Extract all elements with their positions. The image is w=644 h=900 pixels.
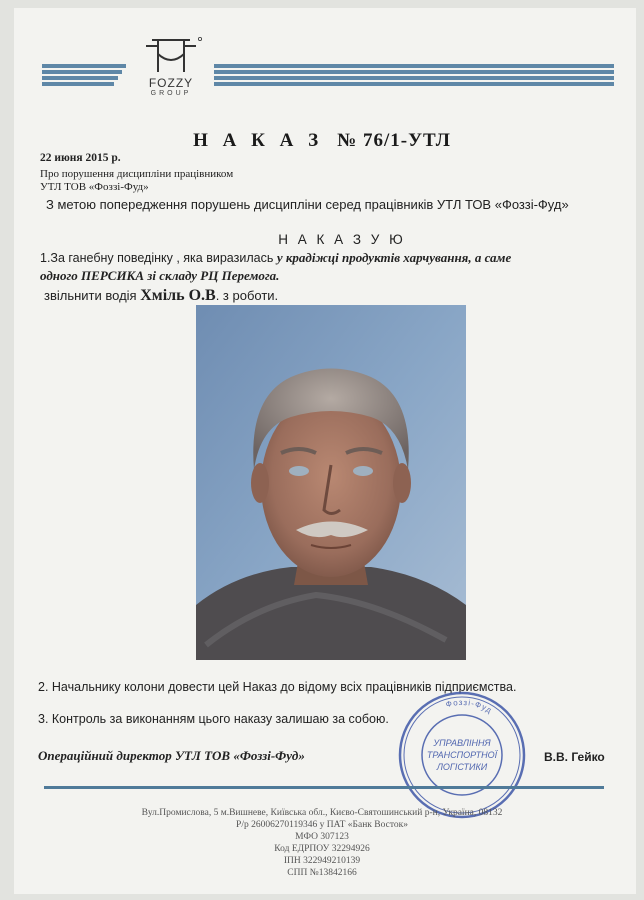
fozzy-logo-icon xyxy=(128,36,214,78)
fozzy-logo xyxy=(128,36,214,102)
document-title xyxy=(0,130,644,152)
paragraph-3: 3. Контроль за виконанням цього наказу залишаю за собою. xyxy=(38,712,389,726)
employee-photo xyxy=(196,305,466,660)
employee-name: Хміль О.В xyxy=(140,287,216,304)
title-word: Н А К А З xyxy=(193,130,324,151)
paragraph-1-line-3 xyxy=(44,287,278,305)
footer-address: Вул.Промислова, 5 м.Вишневе, Київська обл., Києво-Святошинський р-н, Україна, 08132 xyxy=(141,808,503,818)
paragraph-2: 2. Начальнику колони довести цей Наказ до відому всіх працівників підприємства. xyxy=(38,680,517,694)
subject-line-2: УТЛ ТОВ «Фоззі-Фуд» xyxy=(40,181,149,193)
paragraph-1-line-1 xyxy=(40,250,511,266)
signatory-position: Операційний директор УТЛ ТОВ «Фоззі-Фуд» xyxy=(38,748,305,763)
official-stamp xyxy=(395,688,529,822)
order-date: 22 июня 2015 р. xyxy=(40,152,121,164)
footer-account: Р/р 26006270119346 у ПАТ «Банк Восток» xyxy=(236,820,408,830)
footer-ipn: ІПН 322949210139 xyxy=(283,856,361,866)
p1-dismiss-pre: звільнити водія xyxy=(44,288,137,303)
paragraph-1-line-2: одного ПЕРСИКА зі складу РЦ Перемога. xyxy=(40,268,280,283)
stamp-text-3: ЛОГІСТИКИ xyxy=(436,762,488,772)
stamp-ring-text: Фоззі-Фуд xyxy=(444,697,494,716)
logo-brand-text: FOZZY xyxy=(148,76,194,90)
purpose-paragraph: З метою попередження порушень дисципліни серед працівників УТЛ ТОВ «Фоззі-Фуд» xyxy=(46,197,569,212)
footer-mfo: МФО 307123 xyxy=(295,832,349,842)
signatory-name: В.В. Гейко xyxy=(544,750,605,764)
footer-edrpou: Код ЕДРПОУ 32294926 xyxy=(274,844,370,854)
p1-prefix: 1.За ганебну поведінку , яка виразилась xyxy=(40,251,274,265)
footer-divider xyxy=(44,786,604,789)
p1-bold-italic: у крадіжці продуктів харчування, а саме xyxy=(276,250,512,265)
stamp-text-1: УПРАВЛІННЯ xyxy=(433,738,491,748)
svg-text:Фоззі-Фуд xyxy=(445,698,494,715)
stamp-text-2: ТРАНСПОРТНОЇ xyxy=(426,750,498,760)
subject-line-1: Про порушення дисципліни працівником xyxy=(40,168,234,180)
logo-sub-text: GROUP xyxy=(150,90,192,97)
p1-dismiss-post: . з роботи. xyxy=(215,288,279,303)
order-heading: Н А К А З У Ю xyxy=(278,232,406,247)
footer-spp: СПП №13842166 xyxy=(287,868,357,878)
order-number: № 76/1-УТЛ xyxy=(337,130,451,151)
